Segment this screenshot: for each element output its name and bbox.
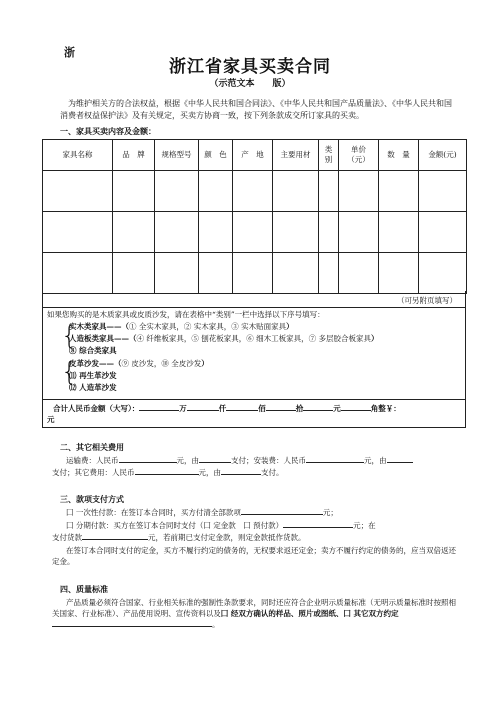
col-header: 家具名称 [43,140,113,171]
table-row[interactable] [43,253,467,294]
section-1-heading: 一、家具买卖内容及金额： [60,126,156,136]
page-title: 浙江省家具买卖合同 [169,57,331,77]
category-note: 如果您购买的是木质家具或皮质沙发，请在表格中“类别”一栏中选择以下序号填写： [47,310,325,319]
col-header: 主要用材 [273,140,319,171]
section-2-heading: 二、其它相关费用 [60,442,124,452]
fees-line-1: 运输费：人民币 元，由 支付；安装费：人民币 元，由 [66,455,466,466]
install-payer-field[interactable] [387,462,413,463]
transport-fee-field[interactable] [119,462,177,463]
fees-line-2: 支付；其它费用：人民币 元，由 支付。 [52,468,284,477]
page-subtitle: （示范文本 版） [209,79,291,89]
quality-paragraph: 产品质量必须符合国家、行业相关标准的强制性条款要求，同时还应符合企业明示质量标准（无明示质量标准时按照相关国家、行业标准）、产品使用说明、宣传资料以及囗 经双方确认的样品、照片或图纸、囗 其它双方约定。 [52,598,456,629]
col-header: 品 牌 [113,140,155,171]
total-amount-line: 合计人民币金额（大写）： 万 仟 佰 拾 元 角整￥： [53,404,401,413]
deposit-clause: 在签订本合同时支付的定金，买方不履行约定的债务的，无权要求返还定金；卖方不履行约定的债务的，应当双倍返还定金。 [52,546,456,566]
col-header: 产 地 [233,140,273,171]
deposit-field[interactable] [283,527,353,528]
install-fee-field[interactable] [306,462,364,463]
col-header: 数 量 [379,140,419,171]
transport-payer-field[interactable] [199,462,231,463]
balance-field[interactable] [82,539,148,540]
items-table [42,139,467,294]
total-yuan-suffix: 元 [47,415,55,424]
cat-regen: ⑾ 再生革沙发 [69,371,117,380]
full-payment-field[interactable] [241,514,323,515]
other-payer-field[interactable] [221,474,261,475]
cat-leather: 皮革沙发——（⑨ 皮沙发，⑩ 全皮沙发） [69,359,209,368]
pay-option-1: 囗 一次性付款：在签订本合同时，买方付清全部款项 元； [66,508,338,517]
category-note-box [42,291,466,428]
other-fee-field[interactable] [135,474,199,475]
intro-paragraph: 为维护相关方的合法权益，根据《中华人民共和国合同法》、《中华人民共和国产品质量法》、《中华人民共和国消费者权益保护法》及有关规定，买卖方协商一致，按下列条款成交所订家具的买卖。 [60,99,452,120]
attach-note: （可另附页填写） [397,296,457,305]
col-header: 类别 [319,140,339,171]
table-header-row [43,140,467,171]
section-4-heading: 四、质量标准 [60,584,108,594]
corner-char: 浙 [64,46,75,59]
pay-option-2: 囗 分期付款：买方在签订本合同时支付（囗 定金款 囗 预付款） 元；在 [66,521,376,530]
cat-panel: 人造板类家具——（④ 纤维板家具，⑤ 刨花板家具，⑥ 细木工板家具，⑦ 多层胶合板家具） [69,334,379,343]
col-header: 颜 色 [199,140,233,171]
cat-mixed: ⑧ 综合类家具 [69,346,117,355]
brace-leather: { [61,357,78,387]
col-header: 单价（元） [339,140,379,171]
cat-solid-wood: 实木类家具——（① 全实木家具，② 实木家具，③ 实木贴面家具） [69,322,294,331]
pay-option-2-cont: 支付货款 元，若前期已支付定金款，则定金款抵作货款。 [52,533,306,542]
cat-artificial: ⑿ 人造革沙发 [69,383,117,392]
col-header: 规格型号 [155,140,199,171]
brace-wood: { [61,321,78,351]
table-row[interactable] [43,171,467,212]
table-row[interactable] [43,212,467,253]
col-header: 金额(元) [419,140,467,171]
section-3-heading: 三、款项支付方式 [60,494,124,504]
other-agreement-field[interactable] [52,626,212,627]
